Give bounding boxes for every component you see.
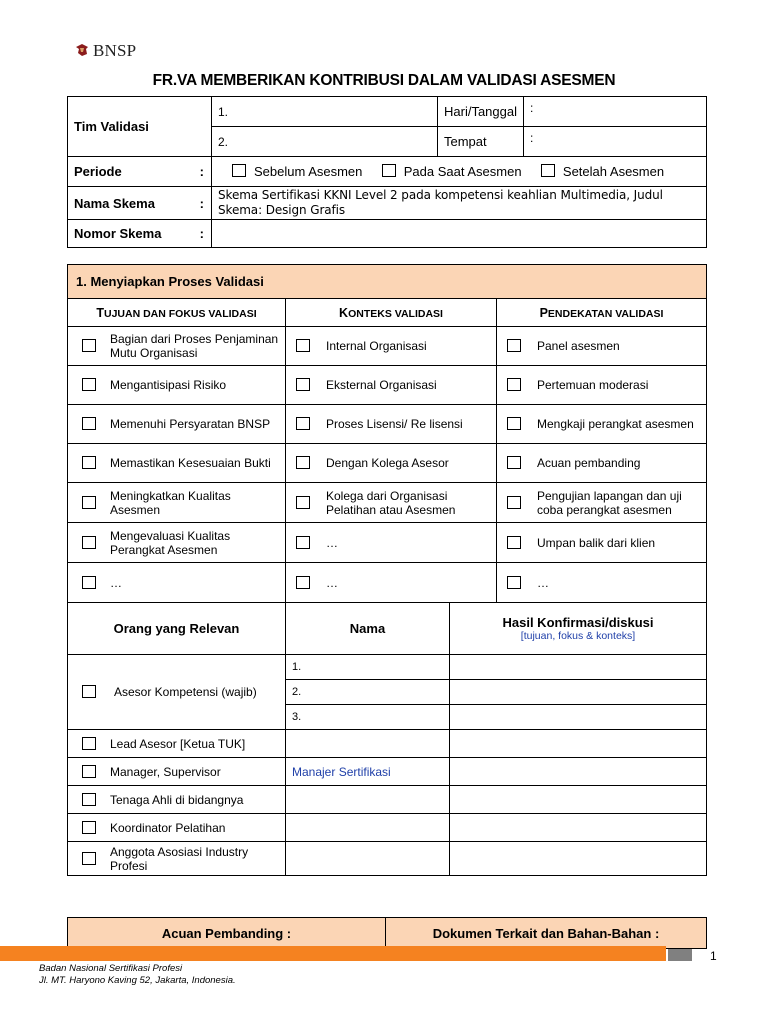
asesor-hasil-3[interactable]: [450, 705, 707, 730]
asesor-nama-2[interactable]: 2.: [286, 680, 450, 705]
checkbox[interactable]: [82, 456, 96, 469]
tujuan-option[interactable]: Mengantisipasi Risiko: [68, 366, 286, 405]
tim-validasi-label: Tim Validasi: [68, 97, 193, 157]
periode-option-pada-saat[interactable]: Pada Saat Asesmen: [382, 164, 522, 179]
pendekatan-option[interactable]: Panel asesmen: [497, 327, 707, 366]
periode-option-setelah[interactable]: Setelah Asesmen: [541, 164, 664, 179]
tujuan-option[interactable]: Meningkatkan Kualitas Asesmen: [68, 483, 286, 523]
pendekatan-option[interactable]: Pengujian lapangan dan uji coba perangkat asesmen: [497, 483, 707, 523]
checkbox[interactable]: [82, 821, 96, 834]
document-title: FR.VA MEMBERIKAN KONTRIBUSI DALAM VALIDASI ASESMEN: [152, 72, 616, 89]
checkbox[interactable]: [296, 456, 310, 469]
checkbox[interactable]: [296, 417, 310, 430]
checkbox[interactable]: [507, 536, 521, 549]
person-nama[interactable]: Manajer Sertifikasi: [286, 758, 450, 786]
checkbox[interactable]: [82, 765, 96, 778]
nama-skema-colon: :: [193, 187, 212, 220]
pendekatan-option[interactable]: Umpan balik dari klien: [497, 523, 707, 563]
person-option-manager[interactable]: Manager, Supervisor: [68, 758, 286, 786]
pendekatan-option[interactable]: …: [497, 563, 707, 603]
checkbox[interactable]: [82, 793, 96, 806]
periode-label: Periode: [68, 157, 193, 187]
konteks-option[interactable]: Kolega dari Organisasi Pelatihan atau Asesmen: [286, 483, 497, 523]
checkbox[interactable]: [382, 164, 396, 177]
checkbox[interactable]: [507, 496, 521, 509]
person-hasil[interactable]: [450, 842, 707, 876]
pendekatan-option[interactable]: Acuan pembanding: [497, 444, 707, 483]
nama-skema-label: Nama Skema: [68, 187, 193, 220]
checkbox[interactable]: [82, 576, 96, 589]
hari-tanggal-label: Hari/Tanggal: [438, 97, 524, 127]
periode-options: [212, 157, 707, 187]
konteks-option[interactable]: Internal Organisasi: [286, 327, 497, 366]
asesor-nama-3[interactable]: 3.: [286, 705, 450, 730]
checkbox[interactable]: [82, 339, 96, 352]
col-header-konteks: KONTEKS VALIDASI: [286, 299, 497, 327]
col-header-hasil: Hasil Konfirmasi/diskusi [tujuan, fokus & konteks]: [450, 603, 707, 655]
footer-accent-bar: [0, 946, 666, 961]
person-hasil[interactable]: [450, 814, 707, 842]
bnsp-logo: [72, 40, 142, 64]
checkbox[interactable]: [296, 536, 310, 549]
tempat-field[interactable]: :: [524, 127, 707, 157]
checkbox[interactable]: [507, 576, 521, 589]
checkbox[interactable]: [507, 339, 521, 352]
konteks-option[interactable]: …: [286, 563, 497, 603]
nomor-skema-label: Nomor Skema: [68, 220, 193, 248]
checkbox[interactable]: [507, 378, 521, 391]
checkbox[interactable]: [507, 417, 521, 430]
person-nama[interactable]: [286, 842, 450, 876]
info-table: [67, 96, 707, 248]
validation-table: [67, 264, 707, 876]
checkbox[interactable]: [507, 456, 521, 469]
person-hasil[interactable]: [450, 758, 707, 786]
tujuan-option[interactable]: …: [68, 563, 286, 603]
col-header-pendekatan: PENDEKATAN VALIDASI: [497, 299, 707, 327]
nomor-skema-colon: :: [193, 220, 212, 248]
page-number-marker: [668, 949, 692, 961]
checkbox[interactable]: [82, 536, 96, 549]
konteks-option[interactable]: Proses Lisensi/ Re lisensi: [286, 405, 497, 444]
tujuan-option[interactable]: Memastikan Kesesuaian Bukti: [68, 444, 286, 483]
col-header-tujuan: TUJUAN DAN FOKUS VALIDASI: [68, 299, 286, 327]
konteks-option[interactable]: Eksternal Organisasi: [286, 366, 497, 405]
person-option-tenaga-ahli[interactable]: Tenaga Ahli di bidangnya: [68, 786, 286, 814]
person-option-lead-asesor[interactable]: Lead Asesor [Ketua TUK]: [68, 730, 286, 758]
person-hasil[interactable]: [450, 786, 707, 814]
pendekatan-option[interactable]: Pertemuan moderasi: [497, 366, 707, 405]
pendekatan-option[interactable]: Mengkaji perangkat asesmen: [497, 405, 707, 444]
person-nama[interactable]: [286, 730, 450, 758]
person-nama[interactable]: [286, 814, 450, 842]
checkbox[interactable]: [296, 339, 310, 352]
asesor-hasil-2[interactable]: [450, 680, 707, 705]
tujuan-option[interactable]: Bagian dari Proses Penjaminan Mutu Organisasi: [68, 327, 286, 366]
asesor-nama-1[interactable]: 1.: [286, 655, 450, 680]
tujuan-option[interactable]: Mengevaluasi Kualitas Perangkat Asesmen: [68, 523, 286, 563]
asesor-kompetensi-option[interactable]: Asesor Kompetensi (wajib): [68, 655, 286, 730]
person-option-koordinator[interactable]: Koordinator Pelatihan: [68, 814, 286, 842]
bnsp-emblem-icon: [74, 42, 90, 58]
checkbox[interactable]: [296, 378, 310, 391]
footer-org: Badan Nasional Sertifikasi Profesi: [39, 963, 183, 974]
checkbox[interactable]: [82, 496, 96, 509]
section-1-title: 1. Menyiapkan Proses Validasi: [68, 265, 707, 299]
col-header-orang: Orang yang Relevan: [68, 603, 286, 655]
tujuan-option[interactable]: Memenuhi Persyaratan BNSP: [68, 405, 286, 444]
nomor-skema-field[interactable]: [212, 220, 707, 248]
periode-colon: :: [193, 157, 212, 187]
hari-tanggal-field[interactable]: :: [524, 97, 707, 127]
checkbox[interactable]: [232, 164, 246, 177]
checkbox[interactable]: [296, 496, 310, 509]
checkbox[interactable]: [82, 737, 96, 750]
dokumen-terkait-header: Dokumen Terkait dan Bahan-Bahan :: [386, 918, 707, 949]
person-nama[interactable]: [286, 786, 450, 814]
person-hasil[interactable]: [450, 730, 707, 758]
nama-skema-value[interactable]: Skema Sertifikasi KKNI Level 2 pada kompetensi keahlian Multimedia, Judul Skema: Design Grafis: [212, 187, 707, 220]
footer-street: Jl. MT. Haryono Kaving 52, Jakarta, Indonesia.: [39, 975, 236, 986]
checkbox[interactable]: [82, 685, 96, 698]
periode-option-sebelum[interactable]: Sebelum Asesmen: [232, 164, 362, 179]
checkbox[interactable]: [296, 576, 310, 589]
reference-table: [67, 917, 707, 949]
page-number: 1: [710, 949, 717, 963]
tim-validasi-colon: [193, 97, 212, 157]
checkbox[interactable]: [82, 852, 96, 865]
acuan-pembanding-header: Acuan Pembanding :: [68, 918, 386, 949]
tempat-label: Tempat: [438, 127, 524, 157]
person-option-anggota-asosiasi[interactable]: Anggota Asosiasi Industry Profesi: [68, 842, 286, 876]
checkbox[interactable]: [82, 417, 96, 430]
tim-member-1[interactable]: 1.: [212, 97, 438, 127]
tim-member-2[interactable]: 2.: [212, 127, 438, 157]
checkbox[interactable]: [82, 378, 96, 391]
asesor-hasil-1[interactable]: [450, 655, 707, 680]
checkbox[interactable]: [541, 164, 555, 177]
footer-address: [39, 963, 236, 987]
logo-text: BNSP: [93, 41, 137, 60]
col-header-nama: Nama: [286, 603, 450, 655]
konteks-option[interactable]: Dengan Kolega Asesor: [286, 444, 497, 483]
konteks-option[interactable]: …: [286, 523, 497, 563]
